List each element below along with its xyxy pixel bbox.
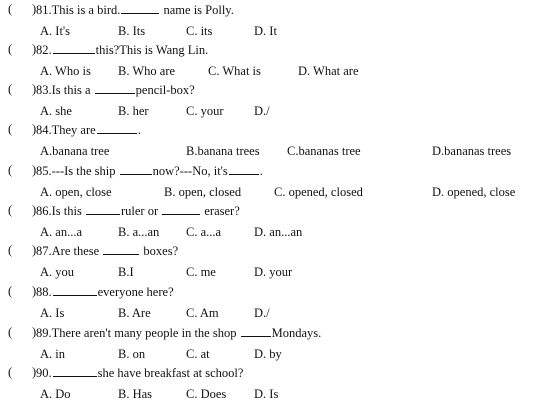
- answer-paren-close: ): [32, 243, 37, 257]
- question-item: [0, 120, 545, 158]
- question-stem: [36, 42, 208, 58]
- question-item: [0, 201, 545, 239]
- question-stem: [36, 163, 263, 179]
- stem-text: .: [137, 123, 141, 137]
- answer-paren-open: (: [8, 42, 13, 56]
- question-stem: [36, 82, 195, 98]
- stem-text: .: [259, 164, 263, 178]
- answer-paren-close: ): [32, 365, 37, 379]
- question-stem: [36, 2, 234, 18]
- answer-paren-open: (: [8, 2, 13, 16]
- option-b: B. open, closed: [164, 185, 242, 199]
- option-a: A. open, close: [40, 185, 112, 199]
- answer-paren-open: (: [8, 243, 13, 257]
- fill-in-blank: [53, 365, 97, 377]
- stem-text: 88.: [36, 285, 52, 299]
- option-b: B. on: [118, 347, 146, 361]
- option-c: C. a...a: [186, 225, 222, 239]
- option-c: C. me: [186, 265, 216, 279]
- question-stem: [36, 122, 141, 138]
- option-a: A. you: [40, 265, 75, 279]
- option-b: B. Has: [118, 387, 153, 401]
- question-item: [0, 282, 545, 320]
- question-item: [0, 241, 545, 279]
- option-c: C. Am: [186, 306, 219, 320]
- stem-text: 83.Is this a: [36, 83, 94, 97]
- answer-paren-open: (: [8, 122, 13, 136]
- option-b: B. Its: [118, 24, 146, 38]
- answer-paren-open: (: [8, 82, 13, 96]
- answer-paren-close: ): [32, 284, 37, 298]
- option-a: A. in: [40, 347, 65, 361]
- answer-paren-close: ): [32, 325, 37, 339]
- option-a: A. Is: [40, 306, 65, 320]
- stem-text: 81.This is a bird.: [36, 3, 121, 17]
- stem-text: Mondays.: [271, 326, 322, 340]
- question-item: [0, 40, 545, 78]
- answer-paren-open: (: [8, 284, 13, 298]
- question-stem: [36, 365, 243, 381]
- fill-in-blank: [229, 163, 259, 175]
- answer-paren-close: ): [32, 82, 37, 96]
- fill-in-blank: [162, 203, 200, 215]
- option-d: D. opened, close: [432, 185, 516, 199]
- answer-paren-close: ): [32, 42, 37, 56]
- option-c: C. opened, closed: [274, 185, 363, 199]
- option-c: C. at: [186, 347, 210, 361]
- answer-paren-close: ): [32, 122, 37, 136]
- option-c: C. your: [186, 104, 224, 118]
- stem-text: everyone here?: [97, 285, 174, 299]
- question-stem: [36, 243, 178, 259]
- option-c: C. Does: [186, 387, 227, 401]
- fill-in-blank: [241, 325, 271, 337]
- option-a: A. Who is: [40, 64, 91, 78]
- stem-text: 86.Is this: [36, 204, 85, 218]
- option-d: D. an...an: [254, 225, 303, 239]
- stem-text: 85.---Is the ship: [36, 164, 119, 178]
- option-a: A. an...a: [40, 225, 82, 239]
- fill-in-blank: [53, 284, 97, 296]
- stem-text: 87.Are these: [36, 244, 103, 258]
- stem-text: 82.: [36, 43, 52, 57]
- option-d: D. your: [254, 265, 293, 279]
- option-d: D./: [254, 306, 270, 320]
- question-stem: [36, 325, 321, 341]
- fill-in-blank: [121, 2, 159, 14]
- option-a: A. It's: [40, 24, 71, 38]
- stem-text: she have breakfast at school?: [97, 366, 244, 380]
- option-b: B. Are: [118, 306, 151, 320]
- stem-text: 84.They are: [36, 123, 96, 137]
- answer-paren-open: (: [8, 325, 13, 339]
- option-d: D./: [254, 104, 270, 118]
- question-item: [0, 161, 545, 199]
- stem-text: 89.There aren't many people in the shop: [36, 326, 240, 340]
- fill-in-blank: [97, 122, 137, 134]
- option-c: C.bananas tree: [287, 144, 361, 158]
- option-d: D. It: [254, 24, 277, 38]
- question-item: [0, 0, 545, 38]
- option-b: B. a...an: [118, 225, 160, 239]
- option-b: B. Who are: [118, 64, 176, 78]
- option-b: B.I: [118, 265, 134, 279]
- option-a: A. she: [40, 104, 72, 118]
- stem-text: name is Polly.: [160, 3, 234, 17]
- option-c: C. What is: [208, 64, 261, 78]
- question-item: [0, 363, 545, 401]
- answer-paren-open: (: [8, 163, 13, 177]
- stem-text: this?This is Wang Lin.: [95, 43, 209, 57]
- stem-text: pencil-box?: [135, 83, 195, 97]
- question-item: [0, 80, 545, 118]
- option-a: A.banana tree: [40, 144, 110, 158]
- option-d: D. What are: [298, 64, 359, 78]
- question-stem: [36, 284, 174, 300]
- answer-paren-close: ): [32, 163, 37, 177]
- fill-in-blank: [120, 163, 152, 175]
- option-d: D. Is: [254, 387, 279, 401]
- fill-in-blank: [95, 82, 135, 94]
- fill-in-blank: [53, 42, 95, 54]
- option-c: C. its: [186, 24, 213, 38]
- stem-text: boxes?: [140, 244, 179, 258]
- answer-paren-close: ): [32, 2, 37, 16]
- question-item: [0, 323, 545, 361]
- answer-paren-close: ): [32, 203, 37, 217]
- fill-in-blank: [86, 203, 120, 215]
- option-b: B.banana trees: [186, 144, 260, 158]
- option-a: A. Do: [40, 387, 71, 401]
- stem-text: now?---No, it's: [152, 164, 228, 178]
- stem-text: eraser?: [201, 204, 240, 218]
- answer-paren-open: (: [8, 365, 13, 379]
- option-d: D. by: [254, 347, 282, 361]
- fill-in-blank: [103, 243, 139, 255]
- stem-text: ruler or: [120, 204, 162, 218]
- question-stem: [36, 203, 240, 219]
- option-d: D.bananas trees: [432, 144, 512, 158]
- option-b: B. her: [118, 104, 149, 118]
- stem-text: 90.: [36, 366, 52, 380]
- answer-paren-open: (: [8, 203, 13, 217]
